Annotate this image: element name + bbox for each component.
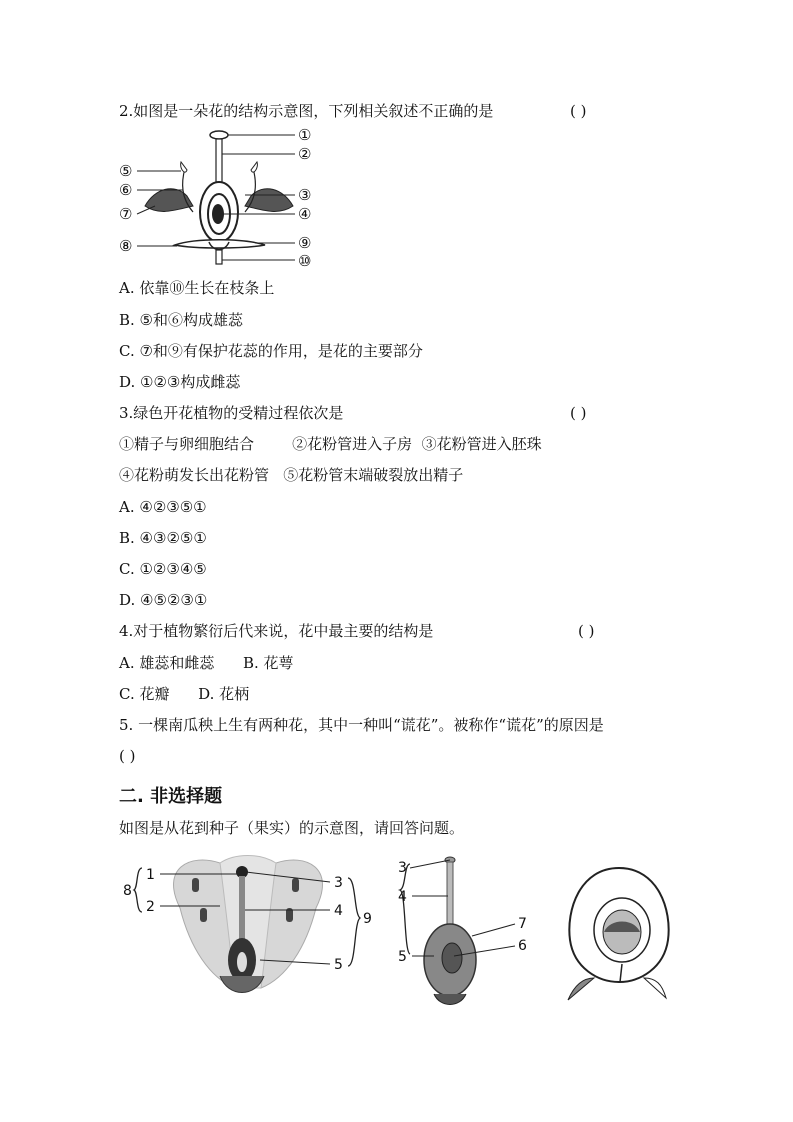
q2-option-d: D. ①②③构成雌蕊 (119, 373, 241, 391)
label-10: ⑩ (298, 252, 312, 270)
label-7: 7 (518, 916, 527, 932)
label-4: ④ (298, 205, 312, 223)
section-title: 二. 非选择题 (119, 786, 223, 807)
label-3: ③ (298, 186, 312, 204)
style-shape (239, 876, 245, 946)
q2-option-b: B. ⑤和⑥构成雄蕊 (119, 311, 244, 329)
style-shape (447, 862, 453, 924)
label-9: ⑨ (298, 234, 312, 252)
style-shape (216, 139, 222, 187)
q2-stem: 2.如图是一朵花的结构示意图，下列相关叙述不正确的是 (119, 102, 494, 120)
label-6: 6 (518, 938, 527, 954)
q4-answer-paren: ( ) (578, 622, 595, 640)
pistil-section-diagram (390, 852, 540, 1008)
q5-answer-paren: ( ) (119, 747, 136, 765)
anther-shape (200, 908, 207, 922)
label-6: ⑥ (119, 181, 133, 199)
q3-option-b: B. ④③②⑤① (119, 529, 207, 547)
left-sepal-shape (568, 978, 594, 1000)
q5-stem: 5. 一棵南瓜秧上生有两种花，其中一种叫“谎花”。被称作“谎花”的原因是 (119, 716, 604, 734)
sepal-shape (175, 240, 265, 248)
ovule-shape (237, 952, 247, 972)
left-anther-shape (181, 162, 187, 172)
label-8: 8 (123, 883, 132, 899)
label-5: ⑤ (119, 162, 133, 180)
label-2: 2 (146, 899, 155, 915)
leader-line-3 (410, 860, 450, 868)
q4-options-line2: C. 花瓣 D. 花柄 (119, 685, 250, 703)
stigma-shape (210, 131, 228, 139)
q3-steps-line2: ④花粉萌发长出花粉管 ⑤花粉管末端破裂放出精子 (119, 466, 464, 484)
pedicel-shape (216, 250, 222, 264)
q2-option-c: C. ⑦和⑨有保护花蕊的作用，是花的主要部分 (119, 342, 423, 360)
label-1: ① (298, 128, 312, 144)
label-9: 9 (363, 911, 372, 927)
q3-option-c: C. ①②③④⑤ (119, 560, 207, 578)
q2-option-a: A. 依靠⑩生长在枝条上 (119, 279, 275, 297)
label-5: 5 (334, 957, 343, 973)
right-anther-shape (251, 162, 257, 172)
flower-section-diagram (120, 848, 382, 1008)
brace-left (400, 864, 410, 954)
q3-answer-paren: ( ) (570, 404, 587, 422)
q3-option-a: A. ④②③⑤① (119, 498, 207, 516)
label-2: ② (298, 145, 312, 163)
ovule-shape (212, 204, 224, 224)
receptacle-shape (434, 994, 466, 1005)
q3-option-d: D. ④⑤②③① (119, 591, 208, 609)
label-3: 3 (334, 875, 343, 891)
q4-stem: 4.对于植物繁衍后代来说，花中最主要的结构是 (119, 622, 434, 640)
label-8: ⑧ (119, 237, 133, 255)
label-5: 5 (398, 949, 407, 965)
q2-flower-diagram (115, 128, 330, 270)
fruit-diagram (560, 860, 678, 1006)
ovule-shape (442, 943, 462, 973)
label-4: 4 (334, 903, 343, 919)
q3-stem: 3.绿色开花植物的受精过程依次是 (119, 404, 344, 422)
q3-steps-line1: ①精子与卵细胞结合 ②花粉管进入子房 ③花粉管进入胚珠 (119, 435, 542, 453)
label-3: 3 (398, 860, 407, 876)
q2-answer-paren: ( ) (570, 102, 587, 120)
leader-line-7 (472, 924, 515, 936)
anther-shape (192, 878, 199, 892)
right-sepal-shape (644, 978, 666, 998)
label-7: ⑦ (119, 205, 133, 223)
label-1: 1 (146, 867, 155, 883)
section-intro: 如图是从花到种子（果实）的示意图，请回答问题。 (119, 819, 465, 837)
label-4: 4 (398, 889, 407, 905)
q4-options-line1: A. 雄蕊和雌蕊 B. 花萼 (119, 654, 294, 672)
q2-stem-line (119, 101, 493, 121)
anther-shape (292, 878, 299, 892)
